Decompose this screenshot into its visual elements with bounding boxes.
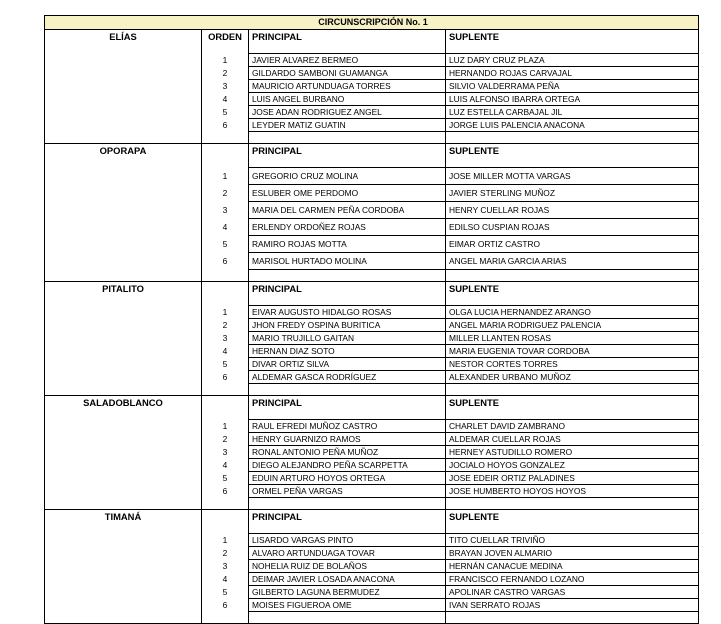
suplente-cell: BRAYAN JOVEN ALMARIO	[446, 547, 699, 560]
municipality-cell	[45, 573, 202, 586]
municipality-name: PITALITO	[45, 282, 202, 295]
orden-cell: 3	[202, 446, 249, 459]
suplente-cell: EDILSO CUSPIAN ROJAS	[446, 219, 699, 236]
suplente-cell: EIMAR ORTIZ CASTRO	[446, 236, 699, 253]
spacer-cell	[446, 42, 699, 54]
table-title: CIRCUNSCRIPCIÓN No. 1	[45, 16, 699, 30]
group-header-row	[45, 510, 699, 523]
group-header-row	[45, 144, 699, 157]
spacer-cell	[249, 270, 446, 282]
orden-header-empty	[202, 144, 249, 157]
orden-cell: 3	[202, 332, 249, 345]
spacer-cell	[45, 408, 202, 420]
orden-cell: 4	[202, 219, 249, 236]
principal-cell: MARIO TRUJILLO GAITAN	[249, 332, 446, 345]
table-row	[45, 345, 699, 358]
table-row	[45, 485, 699, 498]
spacer-cell	[45, 132, 202, 144]
orden-cell: 5	[202, 586, 249, 599]
spacer-row	[45, 522, 699, 534]
orden-cell: 5	[202, 236, 249, 253]
principal-cell: ALDEMAR GASCA RODRÍGUEZ	[249, 371, 446, 384]
table-row	[45, 547, 699, 560]
municipality-name: OPORAPA	[45, 144, 202, 157]
orden-cell: 3	[202, 560, 249, 573]
principal-header: PRINCIPAL	[249, 510, 446, 523]
suplente-cell: JOSE MILLER MOTTA VARGAS	[446, 168, 699, 185]
municipality-cell	[45, 560, 202, 573]
orden-cell: 2	[202, 185, 249, 202]
suplente-cell: HERNÁN CANACUE MEDINA	[446, 560, 699, 573]
orden-cell: 4	[202, 459, 249, 472]
principal-cell: ESLUBER OME PERDOMO	[249, 185, 446, 202]
table-row	[45, 371, 699, 384]
table-body	[45, 16, 699, 624]
table-row	[45, 306, 699, 319]
spacer-cell	[446, 522, 699, 534]
table-row	[45, 560, 699, 573]
orden-cell: 2	[202, 67, 249, 80]
table-row	[45, 319, 699, 332]
spacer-row	[45, 270, 699, 282]
spacer-row	[45, 408, 699, 420]
table-row	[45, 599, 699, 612]
orden-cell: 6	[202, 253, 249, 270]
suplente-cell: JORGE LUIS PALENCIA ANACONA	[446, 119, 699, 132]
principal-cell: ORMEL PEÑA VARGAS	[249, 485, 446, 498]
spacer-cell	[249, 498, 446, 510]
suplente-cell: ALEXANDER URBANO MUÑOZ	[446, 371, 699, 384]
candidate-table	[44, 15, 699, 624]
orden-header: ORDEN	[202, 30, 249, 43]
municipality-cell	[45, 185, 202, 202]
municipality-cell	[45, 93, 202, 106]
municipality-cell	[45, 485, 202, 498]
suplente-cell: ALDEMAR CUELLAR ROJAS	[446, 433, 699, 446]
principal-header: PRINCIPAL	[249, 282, 446, 295]
municipality-cell	[45, 332, 202, 345]
municipality-cell	[45, 202, 202, 219]
suplente-cell: HERNANDO ROJAS CARVAJAL	[446, 67, 699, 80]
spacer-cell	[249, 294, 446, 306]
table-row	[45, 106, 699, 119]
municipality-name: TIMANÁ	[45, 510, 202, 523]
municipality-cell	[45, 106, 202, 119]
spacer-cell	[45, 294, 202, 306]
principal-cell: MAURICIO ARTUNDUAGA TORRES	[249, 80, 446, 93]
table-row	[45, 459, 699, 472]
group-header-row	[45, 282, 699, 295]
table-row	[45, 420, 699, 433]
table-row	[45, 54, 699, 67]
orden-header-empty	[202, 396, 249, 409]
municipality-cell	[45, 358, 202, 371]
table-row	[45, 185, 699, 202]
orden-cell: 6	[202, 371, 249, 384]
principal-cell: JOSE ADAN RODRIGUEZ ANGEL	[249, 106, 446, 119]
orden-cell: 5	[202, 472, 249, 485]
municipality-cell	[45, 345, 202, 358]
municipality-cell	[45, 54, 202, 67]
orden-cell: 1	[202, 306, 249, 319]
orden-cell: 1	[202, 534, 249, 547]
orden-cell: 4	[202, 345, 249, 358]
municipality-name: SALADOBLANCO	[45, 396, 202, 409]
spacer-cell	[202, 522, 249, 534]
suplente-header: SUPLENTE	[446, 282, 699, 295]
municipality-cell	[45, 253, 202, 270]
principal-cell: LUIS ANGEL BURBANO	[249, 93, 446, 106]
suplente-cell: MILLER LLANTEN ROSAS	[446, 332, 699, 345]
principal-cell: LISARDO VARGAS PINTO	[249, 534, 446, 547]
spacer-cell	[446, 294, 699, 306]
spacer-cell	[202, 498, 249, 510]
spacer-cell	[202, 42, 249, 54]
municipality-name: ELÍAS	[45, 30, 202, 43]
spacer-cell	[249, 132, 446, 144]
spacer-cell	[202, 132, 249, 144]
suplente-cell: JAVIER STERLING MUÑOZ	[446, 185, 699, 202]
suplente-cell: FRANCISCO FERNANDO LOZANO	[446, 573, 699, 586]
table-row	[45, 358, 699, 371]
spacer-cell	[202, 408, 249, 420]
suplente-header: SUPLENTE	[446, 144, 699, 157]
orden-cell: 1	[202, 168, 249, 185]
suplente-header: SUPLENTE	[446, 30, 699, 43]
principal-header: PRINCIPAL	[249, 30, 446, 43]
spacer-cell	[45, 384, 202, 396]
suplente-cell: HENRY CUELLAR ROJAS	[446, 202, 699, 219]
spacer-row	[45, 156, 699, 168]
principal-cell: ALVARO ARTUNDUAGA TOVAR	[249, 547, 446, 560]
table-row	[45, 168, 699, 185]
suplente-cell: MARIA EUGENIA TOVAR CORDOBA	[446, 345, 699, 358]
spacer-cell	[45, 270, 202, 282]
suplente-cell: HERNEY ASTUDILLO ROMERO	[446, 446, 699, 459]
principal-cell: GREGORIO CRUZ MOLINA	[249, 168, 446, 185]
spacer-cell	[202, 156, 249, 168]
municipality-cell	[45, 67, 202, 80]
municipality-cell	[45, 319, 202, 332]
orden-cell: 3	[202, 80, 249, 93]
spacer-row	[45, 132, 699, 144]
orden-cell: 2	[202, 319, 249, 332]
table-row	[45, 586, 699, 599]
table-row	[45, 534, 699, 547]
spacer-cell	[446, 156, 699, 168]
suplente-cell: NESTOR CORTES TORRES	[446, 358, 699, 371]
group-header-row	[45, 30, 699, 43]
suplente-cell: ANGEL MARIA RODRIGUEZ PALENCIA	[446, 319, 699, 332]
principal-cell: RAUL EFREDI MUÑOZ CASTRO	[249, 420, 446, 433]
orden-cell: 6	[202, 599, 249, 612]
principal-cell: JHON FREDY OSPINA BURITICA	[249, 319, 446, 332]
spacer-cell	[446, 384, 699, 396]
spacer-cell	[45, 498, 202, 510]
spacer-cell	[45, 522, 202, 534]
table-row	[45, 80, 699, 93]
municipality-cell	[45, 446, 202, 459]
principal-cell: DIEGO ALEJANDRO PEÑA SCARPETTA	[249, 459, 446, 472]
principal-cell: GILDARDO SAMBONI GUAMANGA	[249, 67, 446, 80]
municipality-cell	[45, 168, 202, 185]
municipality-cell	[45, 459, 202, 472]
municipality-cell	[45, 371, 202, 384]
table-row	[45, 119, 699, 132]
municipality-cell	[45, 420, 202, 433]
suplente-cell: CHARLET DAVID ZAMBRANO	[446, 420, 699, 433]
orden-cell: 5	[202, 358, 249, 371]
suplente-header: SUPLENTE	[446, 396, 699, 409]
table-row	[45, 446, 699, 459]
suplente-cell: SILVIO VALDERRAMA PEÑA	[446, 80, 699, 93]
table-row	[45, 202, 699, 219]
spacer-cell	[249, 384, 446, 396]
municipality-cell	[45, 534, 202, 547]
spacer-cell	[45, 42, 202, 54]
principal-header: PRINCIPAL	[249, 396, 446, 409]
spacer-cell	[249, 42, 446, 54]
spacer-cell	[446, 270, 699, 282]
municipality-cell	[45, 599, 202, 612]
spacer-row	[45, 384, 699, 396]
spacer-cell	[249, 522, 446, 534]
suplente-cell: JOCIALO HOYOS GONZALEZ	[446, 459, 699, 472]
principal-cell: NOHELIA RUIZ DE BOLAÑOS	[249, 560, 446, 573]
spacer-cell	[249, 156, 446, 168]
table-row	[45, 253, 699, 270]
suplente-cell: LUIS ALFONSO IBARRA ORTEGA	[446, 93, 699, 106]
group-header-row	[45, 396, 699, 409]
principal-cell: JAVIER ALVAREZ BERMEO	[249, 54, 446, 67]
municipality-cell	[45, 433, 202, 446]
principal-cell: HERNAN DIAZ SOTO	[249, 345, 446, 358]
principal-cell: RONAL ANTONIO PEÑA MUÑOZ	[249, 446, 446, 459]
principal-header: PRINCIPAL	[249, 144, 446, 157]
suplente-cell: LUZ ESTELLA CARBAJAL JIL	[446, 106, 699, 119]
suplente-cell: ANGEL MARIA GARCIA ARIAS	[446, 253, 699, 270]
principal-cell: MARISOL HURTADO MOLINA	[249, 253, 446, 270]
suplente-cell: JOSE EDEIR ORTIZ PALADINES	[446, 472, 699, 485]
orden-cell: 1	[202, 54, 249, 67]
orden-cell: 2	[202, 433, 249, 446]
spacer-cell	[249, 408, 446, 420]
table-row	[45, 573, 699, 586]
orden-cell: 2	[202, 547, 249, 560]
title-row	[45, 16, 699, 30]
orden-cell: 4	[202, 573, 249, 586]
suplente-cell: JOSE HUMBERTO HOYOS HOYOS	[446, 485, 699, 498]
suplente-cell: APOLINAR CASTRO VARGAS	[446, 586, 699, 599]
suplente-cell: OLGA LUCIA HERNANDEZ ARANGO	[446, 306, 699, 319]
municipality-cell	[45, 219, 202, 236]
orden-header-empty	[202, 282, 249, 295]
orden-cell: 3	[202, 202, 249, 219]
principal-cell: HENRY GUARNIZO RAMOS	[249, 433, 446, 446]
principal-cell: RAMIRO ROJAS MOTTA	[249, 236, 446, 253]
table-row	[45, 332, 699, 345]
principal-cell: GILBERTO LAGUNA BERMUDEZ	[249, 586, 446, 599]
spacer-cell	[45, 156, 202, 168]
spacer-row	[45, 498, 699, 510]
municipality-cell	[45, 80, 202, 93]
spacer-cell	[446, 132, 699, 144]
municipality-cell	[45, 547, 202, 560]
suplente-cell: LUZ DARY CRUZ PLAZA	[446, 54, 699, 67]
spacer-cell	[446, 408, 699, 420]
spacer-cell	[202, 270, 249, 282]
spacer-row	[45, 42, 699, 54]
spacer-cell	[202, 384, 249, 396]
principal-cell: DEIMAR JAVIER LOSADA ANACONA	[249, 573, 446, 586]
table-row	[45, 236, 699, 253]
municipality-cell	[45, 236, 202, 253]
suplente-cell: IVAN SERRATO ROJAS	[446, 599, 699, 612]
orden-header-empty	[202, 510, 249, 523]
municipality-cell	[45, 119, 202, 132]
municipality-cell	[45, 306, 202, 319]
spacer-row	[45, 294, 699, 306]
table-row	[45, 219, 699, 236]
spacer-cell	[446, 498, 699, 510]
principal-cell: EIVAR AUGUSTO HIDALGO ROSAS	[249, 306, 446, 319]
candidate-sheet	[44, 15, 698, 624]
principal-cell: MOISES FIGUEROA OME	[249, 599, 446, 612]
table-row	[45, 93, 699, 106]
principal-cell: ERLENDY ORDOÑEZ ROJAS	[249, 219, 446, 236]
principal-cell: DIVAR ORTIZ SILVA	[249, 358, 446, 371]
principal-cell: LEYDER MATIZ GUATIN	[249, 119, 446, 132]
orden-cell: 1	[202, 420, 249, 433]
orden-cell: 5	[202, 106, 249, 119]
table-row	[45, 472, 699, 485]
orden-cell: 6	[202, 485, 249, 498]
suplente-cell: TITO CUELLAR TRIVIÑO	[446, 534, 699, 547]
orden-cell: 6	[202, 119, 249, 132]
principal-cell: EDUIN ARTURO HOYOS ORTEGA	[249, 472, 446, 485]
principal-cell: MARIA DEL CARMEN PEÑA CORDOBA	[249, 202, 446, 219]
table-row	[45, 433, 699, 446]
table-row	[45, 67, 699, 80]
orden-cell: 4	[202, 93, 249, 106]
suplente-header: SUPLENTE	[446, 510, 699, 523]
spacer-cell	[202, 294, 249, 306]
municipality-cell	[45, 472, 202, 485]
municipality-cell	[45, 586, 202, 599]
